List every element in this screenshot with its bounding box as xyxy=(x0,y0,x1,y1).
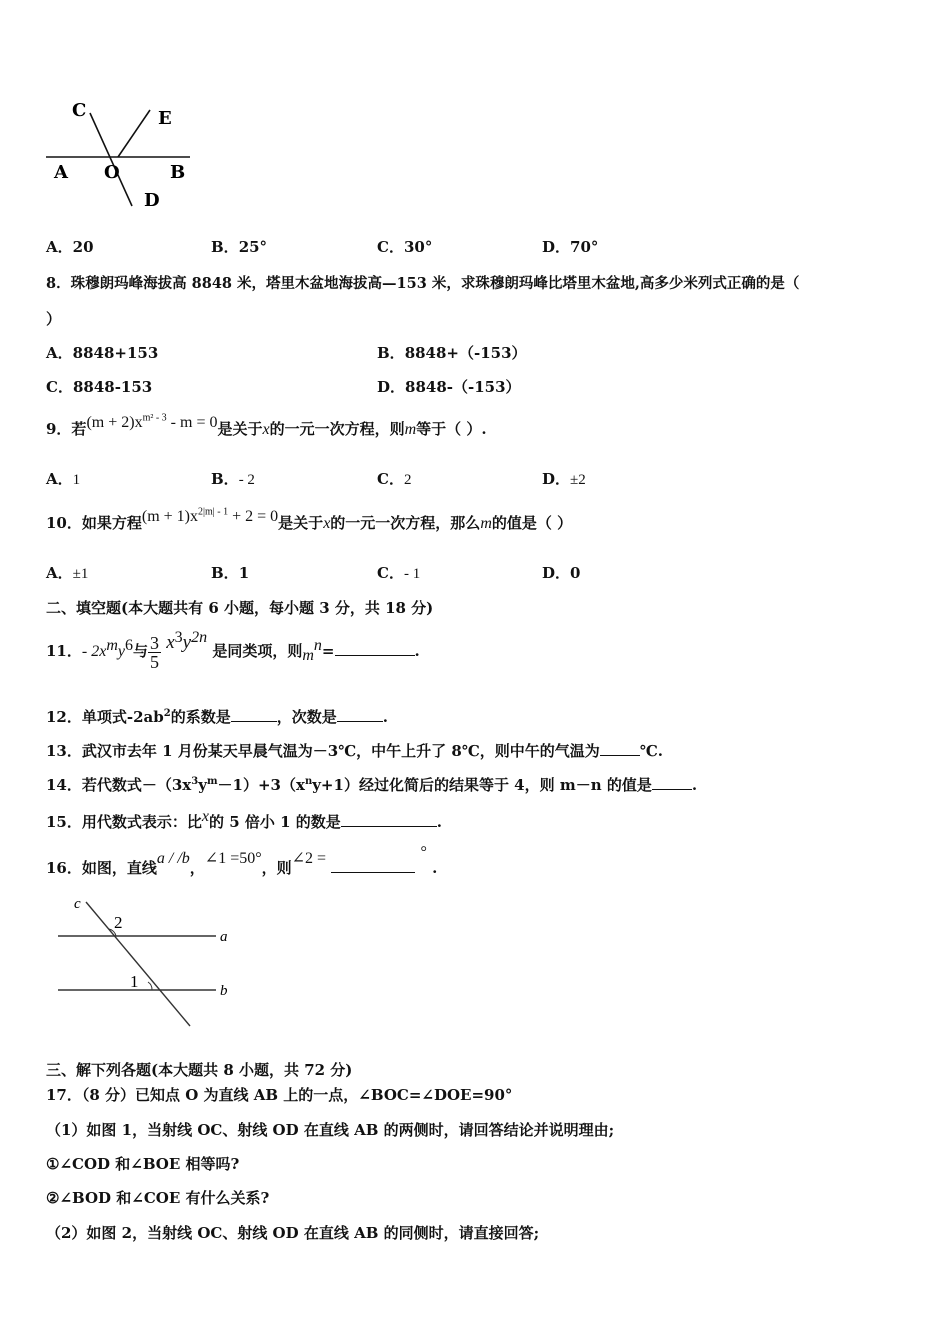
section-2-title: 二、填空题(本大题共有 6 小题，每小题 3 分，共 18 分) xyxy=(46,599,434,617)
q8-option-d: D．8848-（-153） xyxy=(377,378,521,396)
q10-formula: $(m + 1)x^{2|m| - 1} + 2 = 0$ xyxy=(141,506,279,525)
q8-stem-line1: 8．珠穆朗玛峰海拔高 8848 米，塔里木盆地海拔高—153 米，求珠穆朗玛峰比塔里木盆地,高多少米列式正确的是（ xyxy=(46,275,800,292)
label-1: 1 xyxy=(130,972,139,991)
q9-option-a: A．1 xyxy=(46,470,81,488)
q14-stem: 14．若代数式$-(3x^3y^m-1)+3(x^ny+1)$经过化简后的结果等于 4，则 m－n 的值是 . xyxy=(46,776,698,794)
q7-option-b: B．25° xyxy=(211,238,268,256)
line-c xyxy=(86,902,190,1026)
q9-option-b: B．- 2 xyxy=(211,470,255,488)
q12-stem: 12．单项式$-2ab^2$的系数是 ，次数是 . xyxy=(46,708,388,726)
q9-formula: $(m + 2)x^{m^2 - 3} - m = 0$ xyxy=(86,412,218,431)
q8-stem-line2: ） xyxy=(46,310,62,328)
q17-line5: （2）如图 2，当射线 OC、射线 OD 在直线 AB 的同侧时，请直接回答; xyxy=(46,1224,540,1242)
q17-line3: ①∠COD 和∠BOE 相等吗? xyxy=(46,1155,240,1173)
q7-option-d: D．70° xyxy=(542,238,599,256)
angle-figure xyxy=(44,96,194,214)
q13-stem: 13．武汉市去年 1 月份某天早晨气温为－3℃，中午上升了 8℃，则中午的气温为 ℃. xyxy=(46,742,664,760)
q11-answer-blank[interactable] xyxy=(335,641,415,656)
q12-degree-blank[interactable] xyxy=(337,707,383,722)
line-cd xyxy=(90,113,132,206)
label-c: C xyxy=(72,100,87,121)
label-e: E xyxy=(158,108,172,129)
q11-stem: 11．- $2x^my^6$与 $\frac{3}{5}$ $x^3y^{2n}$ 是同类项，则$m^n=$ . xyxy=(46,629,420,672)
q13-answer-blank[interactable] xyxy=(600,741,640,756)
label-b: B xyxy=(170,162,186,183)
q9-option-d: D．±2 xyxy=(542,470,586,488)
label-2: 2 xyxy=(114,913,123,932)
ray-oe xyxy=(118,110,150,157)
q15-stem: 15．用代数式表示：比$^x$的 5 倍小 1 的数是 . xyxy=(46,808,442,831)
q7-option-a: A．20 xyxy=(46,238,94,256)
q10-option-c: C．- 1 xyxy=(377,564,421,582)
q17-line4: ②∠BOD 和∠COE 有什么关系? xyxy=(46,1189,270,1207)
q16-answer-blank[interactable] xyxy=(331,858,415,873)
label-c: c xyxy=(74,896,81,912)
q16-stem: 16．如图，直线a / /b，∠1 =50°，则∠2 = ° . xyxy=(46,844,438,877)
q15-answer-blank[interactable] xyxy=(341,812,437,827)
q7-option-c: C．30° xyxy=(377,238,433,256)
q8-option-a: A．8848+153 xyxy=(46,344,159,362)
section-3-title: 三、解下列各题(本大题共 8 小题，共 72 分) xyxy=(46,1061,353,1079)
label-a: A xyxy=(54,162,68,183)
q8-option-c: C．8848-153 xyxy=(46,378,153,396)
q11-fraction: $\frac{3}{5}$ xyxy=(150,632,159,672)
q8-option-b: B．8848+（-153） xyxy=(377,344,527,362)
parallel-lines-figure xyxy=(54,894,240,1032)
q9-option-c: C．2 xyxy=(377,470,412,488)
q10-option-a: A．±1 xyxy=(46,564,89,582)
label-o: O xyxy=(104,162,120,183)
label-b: b xyxy=(220,983,228,999)
q10-stem: 10．如果方程$(m + 1)x^{2|m| - 1} + 2 = 0$是关于x的一元一次方程，那么m的值是（ ） xyxy=(46,506,573,532)
q10-option-b: B．1 xyxy=(211,564,250,582)
label-a: a xyxy=(220,929,228,945)
angle-1-arc xyxy=(148,982,152,990)
q10-option-d: D．0 xyxy=(542,564,581,582)
q9-stem: 9．若$(m + 2)x^{m^2 - 3} - m = 0$是关于x的一元一次方程，则m等于（ ）. xyxy=(46,412,487,438)
q14-answer-blank[interactable] xyxy=(652,775,692,790)
label-d: D xyxy=(144,190,160,211)
q12-coefficient-blank[interactable] xyxy=(231,707,277,722)
q17-line1: 17．（8 分）已知点 O 为直线 AB 上的一点，∠BOC=∠DOE=90° xyxy=(46,1086,513,1104)
q17-line2: （1）如图 1，当射线 OC、射线 OD 在直线 AB 的两侧时，请回答结论并说明理由; xyxy=(46,1121,615,1139)
